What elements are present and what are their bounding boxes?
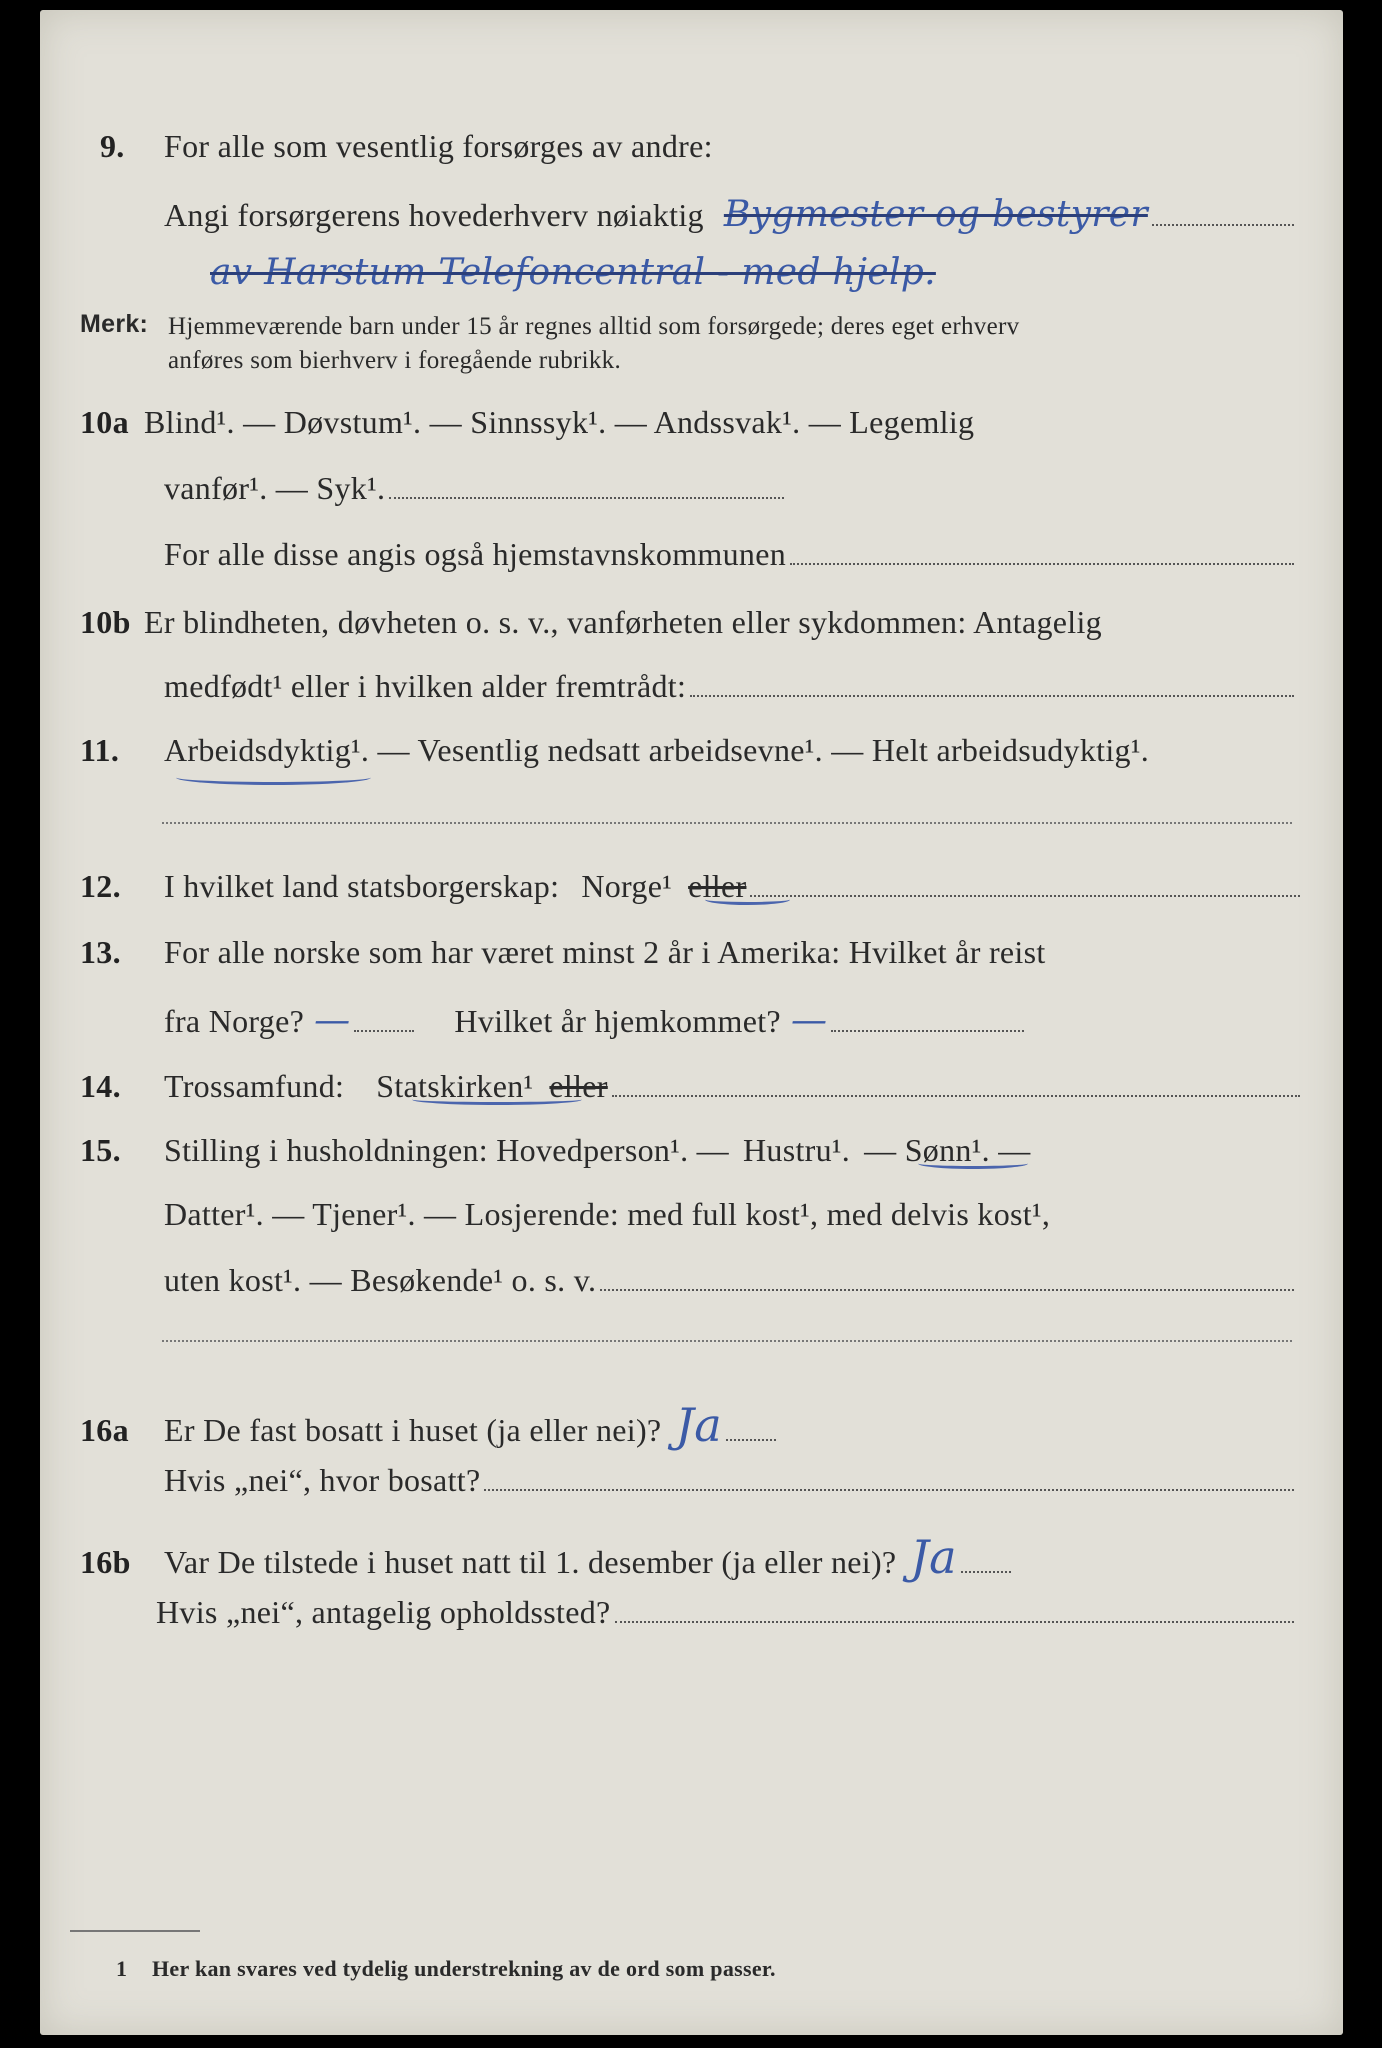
footnote [116,1956,1216,1982]
q10b-answer-line[interactable] [690,671,1294,697]
q15-options-rest: — Sønn¹. — [864,1132,1031,1168]
q15-handwritten-underline [918,1158,1028,1169]
q13-returned-line [831,1006,1024,1032]
q10a-number: 10a [80,404,129,440]
q15-answer-line[interactable] [600,1265,1294,1291]
q10a-answer-line[interactable] [389,473,784,499]
q14-option-eller[interactable]: eller [549,1068,608,1104]
footnote-rule [70,1930,200,1932]
q16b-line1 [80,1530,1300,1584]
q16b-prompt-2: Hvis „nei“, antagelig opholdssted? [156,1594,611,1630]
footnote-mark: 1 [116,1956,128,1981]
q16a-answer-line [726,1415,776,1441]
q16a-prompt-2: Hvis „nei“, hvor bosatt? [164,1462,481,1498]
q16a-residence-line[interactable] [484,1465,1294,1491]
q10a-home-municipality-line[interactable] [790,539,1294,565]
q14-handwritten-underline [412,1094,582,1105]
q11-answer-line[interactable] [162,822,1292,824]
q15-extra-line[interactable] [162,1340,1292,1342]
merk-text [168,310,1019,378]
q9-prompt: For alle som vesentlig forsørges av andre: [164,128,713,164]
q10a-prompt: Blind¹. — Døvstum¹. — Sinnssyk¹. — Andssvak¹. — Legemlig [144,404,975,440]
q15-number: 15. [80,1132,121,1168]
merk-note [80,310,1300,378]
q16b-handwritten-answer[interactable]: Ja [910,1530,957,1584]
q13-number: 13. [80,934,121,970]
q13-emigrated-answer[interactable]: — [314,1000,351,1041]
q9-handwritten-answer-1[interactable]: Bygmester og bestyrer [723,194,1148,235]
q15-line2 [164,1196,1294,1233]
q12-answer-line[interactable] [750,871,1300,897]
q16a-prompt: Er De fast bosatt i huset (ja eller nei)? [164,1412,662,1448]
q12-option-norge[interactable]: Norge¹ [581,868,673,904]
q14-answer-line[interactable] [612,1071,1300,1097]
q10a-line1 [80,404,1300,441]
q9-answer-line-1 [1152,200,1294,226]
q14-number: 14. [80,1068,121,1104]
q15-option-hustru[interactable]: Hustru¹. [743,1132,851,1168]
q13-emigrated-line [354,1006,414,1032]
q16b-prompt: Var De tilstede i huset natt til 1. desember (ja eller nei)? [164,1544,897,1580]
q12-line [80,868,1300,905]
q10b-number: 10b [80,604,131,640]
q10a-line2 [164,470,784,507]
q16b-line2 [156,1594,1294,1631]
merk-text-line2: anføres som bierhverv i foregående rubrikk. [168,347,622,374]
q16a-number: 16a [80,1412,129,1448]
q10b-prompt: Er blindheten, døvheten o. s. v., vanførheten eller sykdommen: Antagelig [144,604,1102,640]
q9-occupation-label: Angi forsørgerens hovederhverv nøiaktig [164,197,704,233]
q14-prompt: Trossamfund: [164,1068,345,1104]
q12-option-eller[interactable]: eller [688,868,747,904]
q11-handwritten-underline [176,770,371,785]
q16b-number: 16b [80,1544,131,1580]
q15-line1 [80,1132,1300,1169]
q13-emigrated-label: fra Norge? [164,1003,305,1039]
q10b-line2 [164,668,1294,705]
q14-line [80,1068,1300,1105]
q10b-line1 [80,604,1300,641]
merk-label: Merk: [80,310,149,338]
q10b-prompt-2: medfødt¹ eller i hvilken alder fremtrådt: [164,668,687,704]
q15-prompt-3: uten kost¹. — Besøkende¹ o. s. v. [164,1262,597,1298]
q11-number: 11. [80,732,120,768]
q9-line2 [164,194,1294,235]
q13-prompt: For alle norske som har været minst 2 år i Amerika: Hvilket år reist [164,934,1046,970]
q12-number: 12. [80,868,121,904]
q11-prompt: Arbeidsdyktig¹. — Vesentlig nedsatt arbeidsevne¹. — Helt arbeidsudyktig¹. [164,732,1150,768]
q10a-line3 [164,536,1294,573]
q15-prompt-2: Datter¹. — Tjener¹. — Losjerende: med full kost¹, med delvis kost¹, [164,1196,1051,1232]
q9-line1 [100,128,1300,165]
q16a-line1 [80,1398,1300,1452]
q16a-line2 [164,1462,1294,1499]
q12-prompt: I hvilket land statsborgerskap: [164,868,560,904]
q16a-handwritten-answer[interactable]: Ja [675,1398,722,1452]
merk-text-line1: Hjemmeværende barn under 15 år regnes alltid som forsørgede; deres eget erhverv [168,313,1020,340]
q11-line1 [80,732,1300,769]
q10a-home-municipality-label: For alle disse angis også hjemstavnskommunen [164,536,787,572]
q14-option-statskirken[interactable]: Statskirken¹ [376,1068,534,1104]
q15-line3 [164,1262,1294,1299]
q13-line1 [80,934,1300,971]
q16b-whereabouts-line[interactable] [615,1597,1294,1623]
q16b-answer-line [961,1547,1011,1573]
q9-handwritten-answer-2[interactable]: av Harstum Telefoncentral - med hjelp. [210,252,936,293]
footnote-text: Her kan svares ved tydelig understrekning av de ord som passer. [152,1956,776,1981]
q9-line3 [210,252,1210,293]
q15-prompt: Stilling i husholdningen: Hovedperson¹. — [164,1132,729,1168]
q13-line2 [164,1000,1024,1041]
q13-returned-answer[interactable]: — [790,1000,828,1041]
q12-handwritten-underline [705,894,790,905]
q9-number: 9. [100,128,125,164]
q10a-prompt-2: vanfør¹. — Syk¹. [164,470,386,506]
q13-returned-label: Hvilket år hjemkommet? [454,1003,781,1039]
